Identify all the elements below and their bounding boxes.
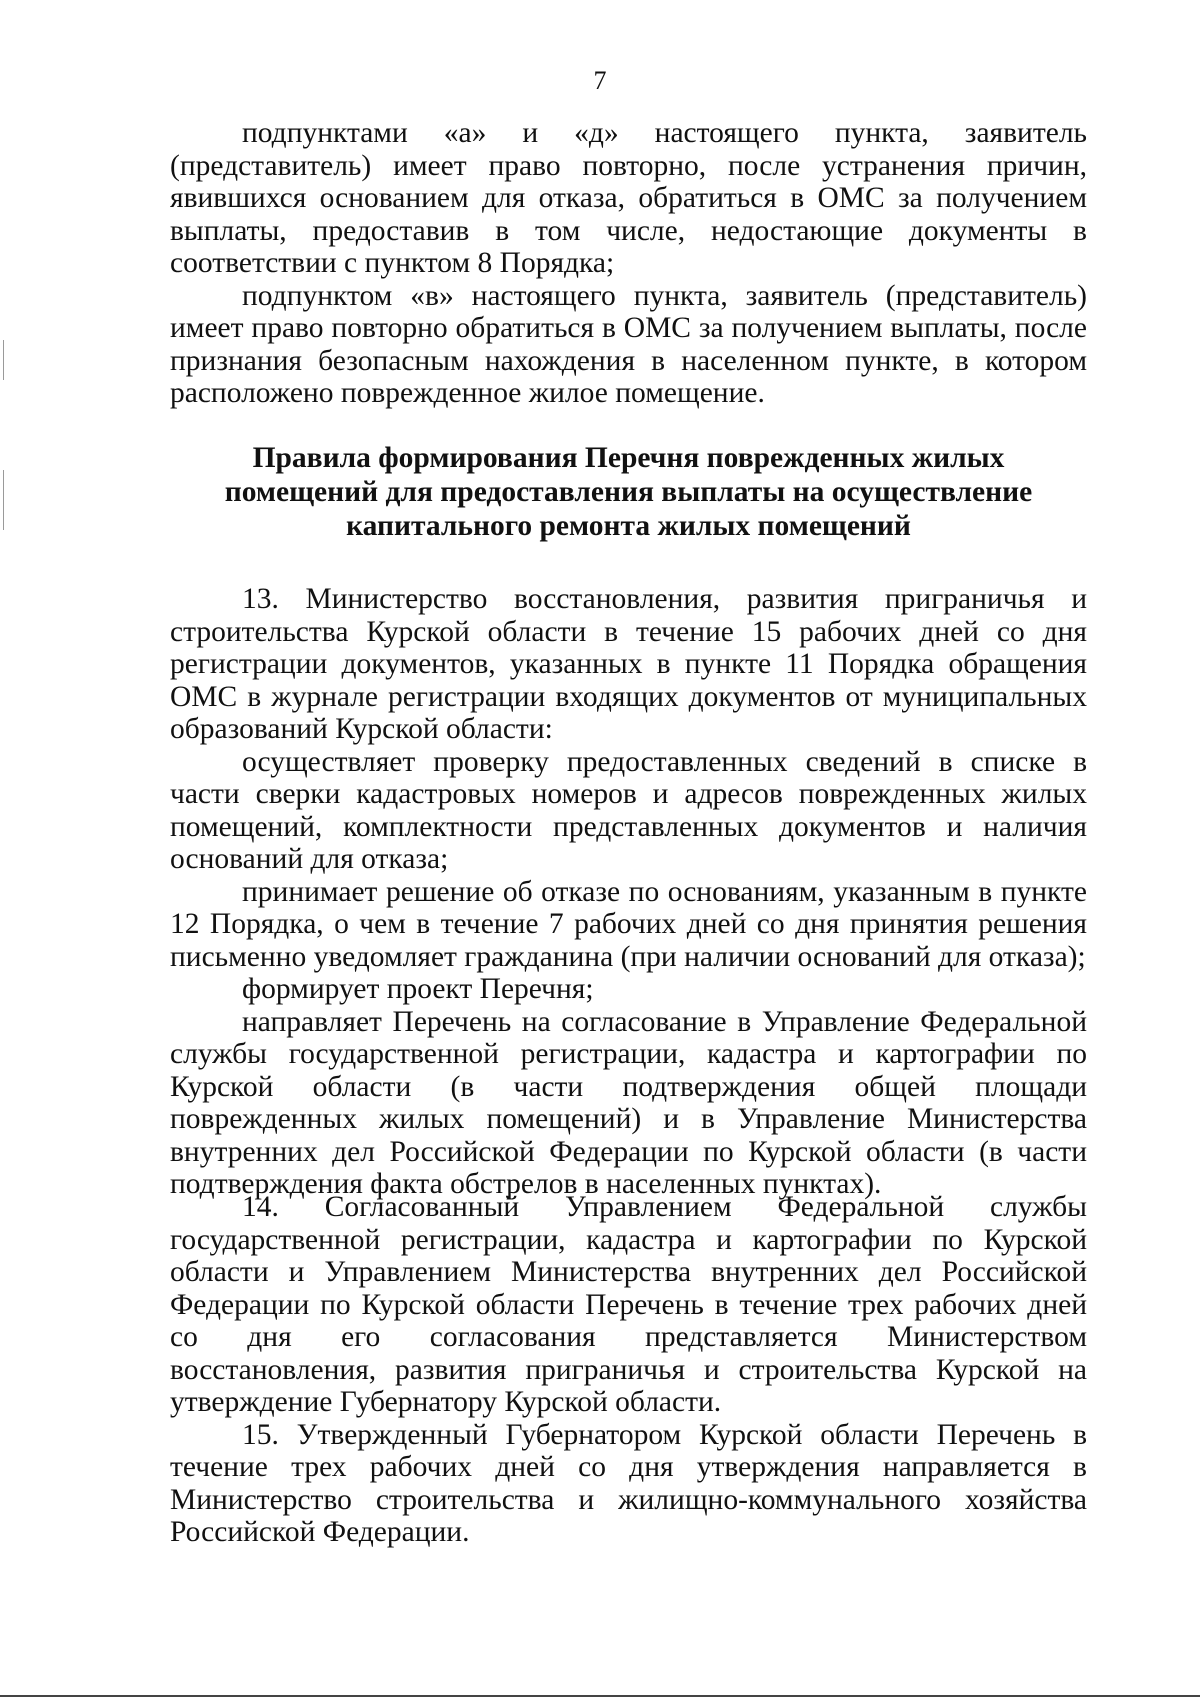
clauses-14-15 [170,1191,1087,1549]
top-paragraphs [170,117,1087,410]
scan-edge-mark [3,340,4,380]
section-heading [170,441,1087,543]
heading-line-1: Правила формирования Перечня поврежденных жилых [252,442,1005,474]
clause-13 [170,583,1087,1201]
heading-line-3: капитального ремонта жилых помещений [346,510,911,542]
paragraph-subpoint-v: подпунктом «в» настоящего пункта, заявитель (представитель) имеет право повторно обратиться в ОМС за получением выплаты, после признания безопасным нахождения в населенном пункте, в котором расположено поврежденное жилое помещение. [170,279,1087,409]
scan-edge-mark [3,470,4,530]
clause-13-intro: 13. Министерство восстановления, развития приграничья и строительства Курской области в течение 15 рабочих дней со дня регистрации документов, указанных в пункте 11 Порядка обращения ОМС в журнале регистрации входящих документов от муниципальных образований Курской области: [170,583,1087,745]
clause-15: 15. Утвержденный Губернатором Курской области Перечень в течение трех рабочих дней со дня утверждения направляется в Министерство строительства и жилищно-коммунального хозяйства Российской Федерации. [170,1418,1087,1548]
clause-13-item: направляет Перечень на согласование в Управление Федеральной службы государственной регистрации, кадастра и картографии по Курской области (в части подтверждения общей площади поврежденных жилых помещений) и в Управление Министерства внутренних дел Российской Федерации по Курской области (в части подтверждения факта обстрелов в населенных пунктах). [170,1005,1087,1200]
clause-13-item: осуществляет проверку предоставленных сведений в списке в части сверки кадастровых номеров и адресов поврежденных жилых помещений, комплектности представленных документов и наличия оснований для отказа; [170,745,1087,875]
paragraph-subpoint-a-d: подпунктами «а» и «д» настоящего пункта, заявитель (представитель) имеет право повторно, после устранения причин, явившихся основанием для отказа, обратиться в ОМС за получением выплаты, предоставив в том числе, недостающие документы в соответствии с пунктом 8 Порядка; [170,117,1087,279]
clause-14: 14. Согласованный Управлением Федеральной службы государственной регистрации, кадастра и картографии по Курской области и Управлением Министерства внутренних дел Российской Федерации по Курской области Перечень в течение трех рабочих дней со дня его согласования представляется Министерством восстановления, развития приграничья и строительства Курской на утверждение Губернатору Курской области. [170,1191,1087,1418]
heading-line-2: помещений для предоставления выплаты на осуществление [224,476,1033,508]
page-bottom-edge [0,1695,1200,1697]
clause-13-item: формирует проект Перечня; [242,973,594,1005]
clause-13-item: принимает решение об отказе по основаниям, указанным в пункте 12 Порядка, о чем в течение 7 рабочих дней со дня принятия решения письменно уведомляет гражданина (при наличии оснований для отказа); [170,875,1087,973]
page-number: 7 [593,66,607,95]
